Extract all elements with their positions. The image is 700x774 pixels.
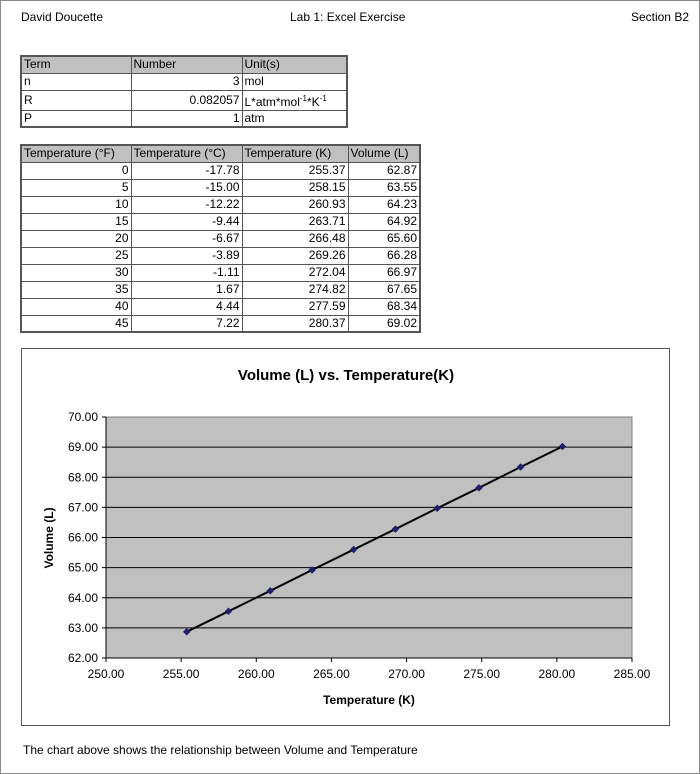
number-cell: 1: [131, 110, 242, 127]
header-term: Term: [21, 56, 131, 73]
temperature-header-row: [21, 145, 420, 162]
y-tick-label: 62.00: [67, 651, 98, 665]
temperature-table: [20, 144, 421, 333]
celsius-cell: -12.22: [131, 196, 242, 213]
y-axis-ticks: [68, 410, 106, 665]
volume-cell: 65.60: [348, 230, 420, 247]
fahrenheit-cell: 30: [21, 264, 131, 281]
temperature-row: [21, 162, 420, 179]
term-cell: R: [21, 90, 131, 110]
x-tick-label: 255.00: [162, 667, 200, 681]
volume-cell: 68.34: [348, 298, 420, 315]
header-number: Number: [131, 56, 242, 73]
volume-cell: 63.55: [348, 179, 420, 196]
volume-cell: 67.65: [348, 281, 420, 298]
celsius-cell: -15.00: [131, 179, 242, 196]
y-tick-label: 68.00: [67, 470, 98, 485]
fahrenheit-cell: 25: [21, 247, 131, 264]
kelvin-cell: 274.82: [242, 281, 348, 298]
header-volume: Volume (L): [348, 145, 420, 162]
x-tick-label: 280.00: [538, 667, 576, 681]
x-tick-label: 265.00: [313, 667, 350, 681]
constants-header-row: [21, 56, 347, 73]
chart-title: Volume (L) vs. Temperature(K): [237, 367, 455, 384]
kelvin-cell: 255.37: [242, 162, 348, 179]
temperature-row: [21, 230, 420, 247]
kelvin-cell: 277.59: [242, 298, 348, 315]
header-kelvin: Temperature (K): [242, 145, 348, 162]
temperature-row: [21, 196, 420, 213]
temperature-row: [21, 264, 420, 281]
volume-cell: 64.23: [348, 196, 420, 213]
fahrenheit-cell: 35: [21, 281, 131, 298]
x-tick-label: 250.00: [87, 667, 125, 681]
unit-cell: mol: [242, 73, 347, 90]
kelvin-cell: 260.93: [242, 196, 348, 213]
kelvin-cell: 269.26: [242, 247, 348, 264]
temperature-row: [21, 281, 420, 298]
constants-row-n: [21, 73, 347, 90]
kelvin-cell: 258.15: [242, 179, 348, 196]
y-tick-label: 69.00: [67, 440, 98, 455]
constants-table: [20, 55, 348, 128]
header-units: Unit(s): [242, 56, 347, 73]
x-axis-label: Temperature (K): [323, 693, 415, 707]
kelvin-cell: 280.37: [242, 315, 348, 332]
fahrenheit-cell: 0: [21, 162, 131, 179]
fahrenheit-cell: 20: [21, 230, 131, 247]
y-tick-label: 63.00: [67, 620, 98, 635]
unit-cell: atm: [242, 110, 347, 127]
y-tick-label: 66.00: [67, 530, 98, 545]
celsius-cell: -17.78: [131, 162, 242, 179]
y-tick-label: 65.00: [67, 560, 98, 575]
fahrenheit-cell: 40: [21, 298, 131, 315]
x-tick-label: 270.00: [388, 667, 425, 681]
celsius-cell: 1.67: [131, 281, 242, 298]
celsius-cell: -1.11: [131, 264, 242, 281]
number-cell: 3: [131, 73, 242, 90]
volume-cell: 69.02: [348, 315, 420, 332]
constants-row-p: [21, 110, 347, 127]
temperature-row: [21, 247, 420, 264]
section-label: Section B2: [630, 10, 689, 24]
volume-temperature-chart: [22, 349, 671, 727]
temperature-row: [21, 179, 420, 196]
chart-caption: The chart above shows the relationship between Volume and Temperature: [23, 743, 418, 757]
y-tick-label: 67.00: [67, 500, 98, 515]
kelvin-cell: 266.48: [242, 230, 348, 247]
number-cell: 0.082057: [131, 90, 242, 110]
temperature-rows: [21, 162, 420, 332]
y-axis-label: Volume (L): [42, 507, 56, 569]
term-cell: n: [21, 73, 131, 90]
celsius-cell: 7.22: [131, 315, 242, 332]
x-tick-label: 285.00: [613, 667, 651, 681]
constants-row-r: [21, 90, 347, 110]
header-celsius: Temperature (°C): [131, 145, 242, 162]
author-name: David Doucette: [21, 10, 104, 24]
term-cell: P: [21, 110, 131, 127]
volume-cell: 62.87: [348, 162, 420, 179]
volume-cell: 66.97: [348, 264, 420, 281]
document-title: Lab 1: Excel Exercise: [290, 10, 406, 24]
y-tick-label: 70.00: [67, 410, 98, 424]
celsius-cell: -6.67: [131, 230, 242, 247]
volume-cell: 64.92: [348, 213, 420, 230]
x-axis-ticks: [88, 658, 651, 681]
fahrenheit-cell: 5: [21, 179, 131, 196]
header-fahrenheit: Temperature (°F): [21, 145, 131, 162]
y-tick-label: 64.00: [67, 590, 98, 605]
temperature-row: [21, 298, 420, 315]
x-tick-label: 275.00: [463, 667, 501, 681]
unit-cell-r: $L*atm*mol^{-1}*K^{-1}$: [242, 90, 347, 110]
kelvin-cell: 272.04: [242, 264, 348, 281]
celsius-cell: -3.89: [131, 247, 242, 264]
kelvin-cell: 263.71: [242, 213, 348, 230]
temperature-row: [21, 213, 420, 230]
celsius-cell: -9.44: [131, 213, 242, 230]
fahrenheit-cell: 45: [21, 315, 131, 332]
x-tick-label: 260.00: [237, 667, 275, 681]
fahrenheit-cell: 15: [21, 213, 131, 230]
temperature-row: [21, 315, 420, 332]
chart-area: [21, 348, 670, 726]
volume-cell: 66.28: [348, 247, 420, 264]
celsius-cell: 4.44: [131, 298, 242, 315]
fahrenheit-cell: 10: [21, 196, 131, 213]
